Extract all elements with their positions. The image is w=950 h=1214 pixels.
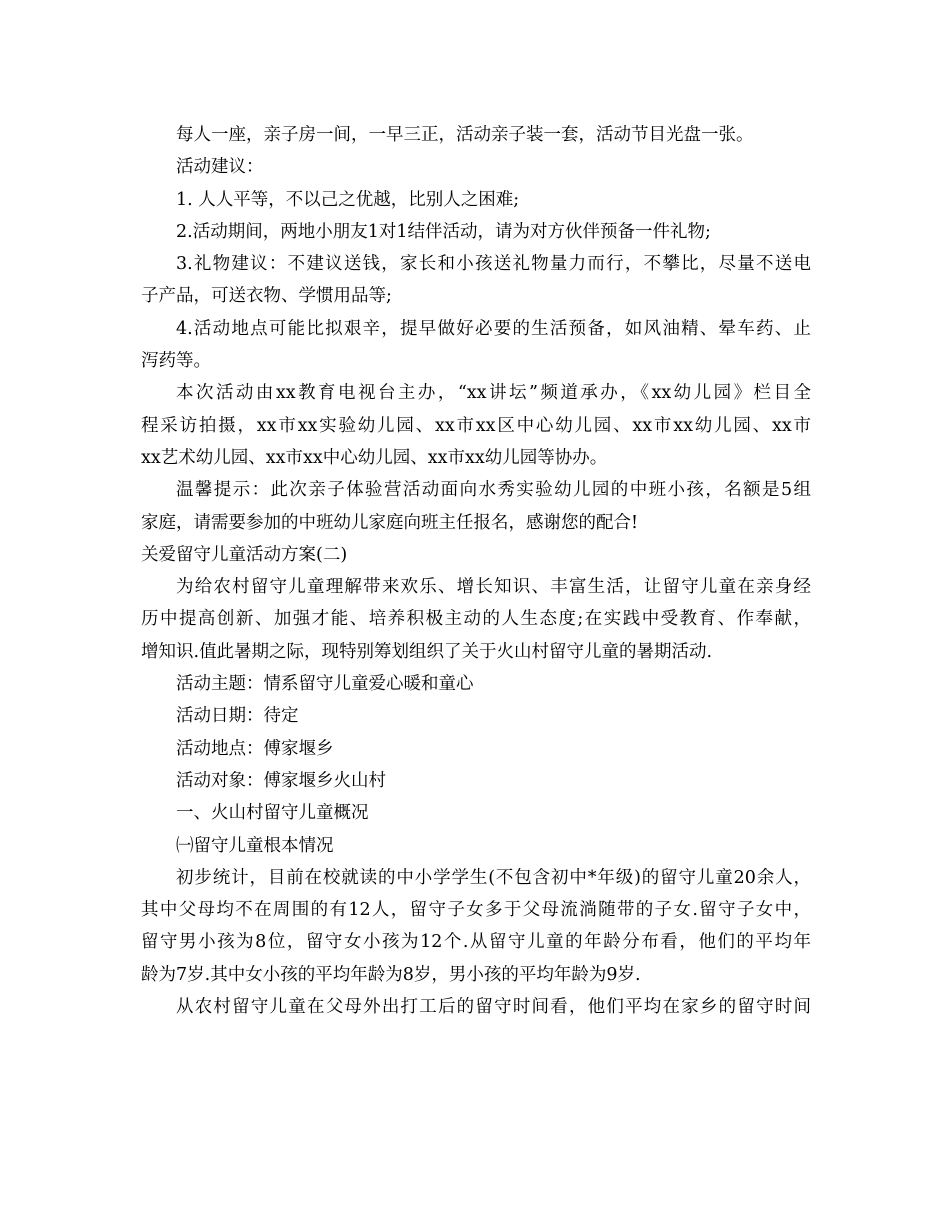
text-line: 为给农村留守儿童理解带来欢乐、增长知识、丰富生活，让留守儿童在亲身经 (176, 577, 811, 598)
text-line: xx艺术幼儿园、xx市xx中心幼儿园、xx市xx幼儿园等协办。 (141, 447, 608, 468)
text-line: 3.礼物建议：不建议送钱，家长和小孩送礼物量力而行，不攀比，尽量不送电 (176, 254, 811, 275)
text-line: 活动建议： (176, 157, 264, 178)
text-line: 程采访拍摄，xx市xx实验幼儿园、xx市xx区中心幼儿园、xx市xx幼儿园、xx市 (141, 415, 811, 436)
text-line: 每人一座，亲子房一间，一早三正，活动亲子装一套，活动节目光盘一张。 (176, 125, 754, 145)
text-line: 1. 人人平等，不以己之优越，比别人之困难; (176, 189, 520, 210)
document-body (141, 119, 811, 1023)
text-line: 活动日期：待定 (176, 706, 299, 727)
text-line: 泻药等。 (141, 351, 211, 372)
text-line: 留守男小孩为8位，留守女小孩为12个.从留守儿童的年龄分布看，他们的平均年 (141, 932, 811, 953)
text-line: 其中父母均不在周围的有12人，留守子女多于父母流淌随带的子女.留守子女中， (141, 900, 811, 921)
text-line: 活动地点：傅家堰乡 (176, 738, 334, 759)
text-line: 本次活动由xx教育电视台主办，“xx讲坛”频道承办，《xx幼儿园》栏目全 (176, 383, 811, 404)
text-line: 家庭，请需要参加的中班幼儿家庭向班主任报名，感谢您的配合! (141, 512, 639, 533)
text-line: 初步统计，目前在校就读的中小学学生(不包含初中*年级)的留守儿童20余人， (176, 867, 811, 888)
text-line: 历中提高创新、加强才能、培养积极主动的人生态度;在实践中受教育、作奉献， (141, 609, 811, 630)
text-line: ㈠留守儿童根本情况 (176, 835, 334, 856)
text-line: 2.活动期间，两地小朋友1对1结伴活动，请为对方伙伴预备一件礼物; (176, 221, 711, 242)
text-line: 从农村留守儿童在父母外出打工后的留守时间看，他们平均在家乡的留守时间 (176, 997, 811, 1018)
text-line: 子产品，可送衣物、学惯用品等; (141, 286, 392, 307)
text-line: 关爱留守儿童活动方案(二) (141, 544, 348, 565)
text-line: 4.活动地点可能比拟艰辛，提早做好必要的生活预备，如风油精、晕车药、止 (176, 318, 811, 339)
text-line: 增知识.值此暑期之际，现特别筹划组织了关于火山村留守儿童的暑期活动. (141, 641, 713, 662)
text-line: 温馨提示：此次亲子体验营活动面向水秀实验幼儿园的中班小孩，名额是5组 (176, 480, 811, 501)
text-line: 活动主题：情系留守儿童爱心暖和童心 (176, 674, 474, 695)
text-line: 龄为7岁.其中女小孩的平均年龄为8岁，男小孩的平均年龄为9岁. (141, 964, 641, 985)
text-line: 活动对象：傅家堰乡火山村 (176, 770, 386, 791)
text-line: 一、火山村留守儿童概况 (176, 803, 369, 824)
